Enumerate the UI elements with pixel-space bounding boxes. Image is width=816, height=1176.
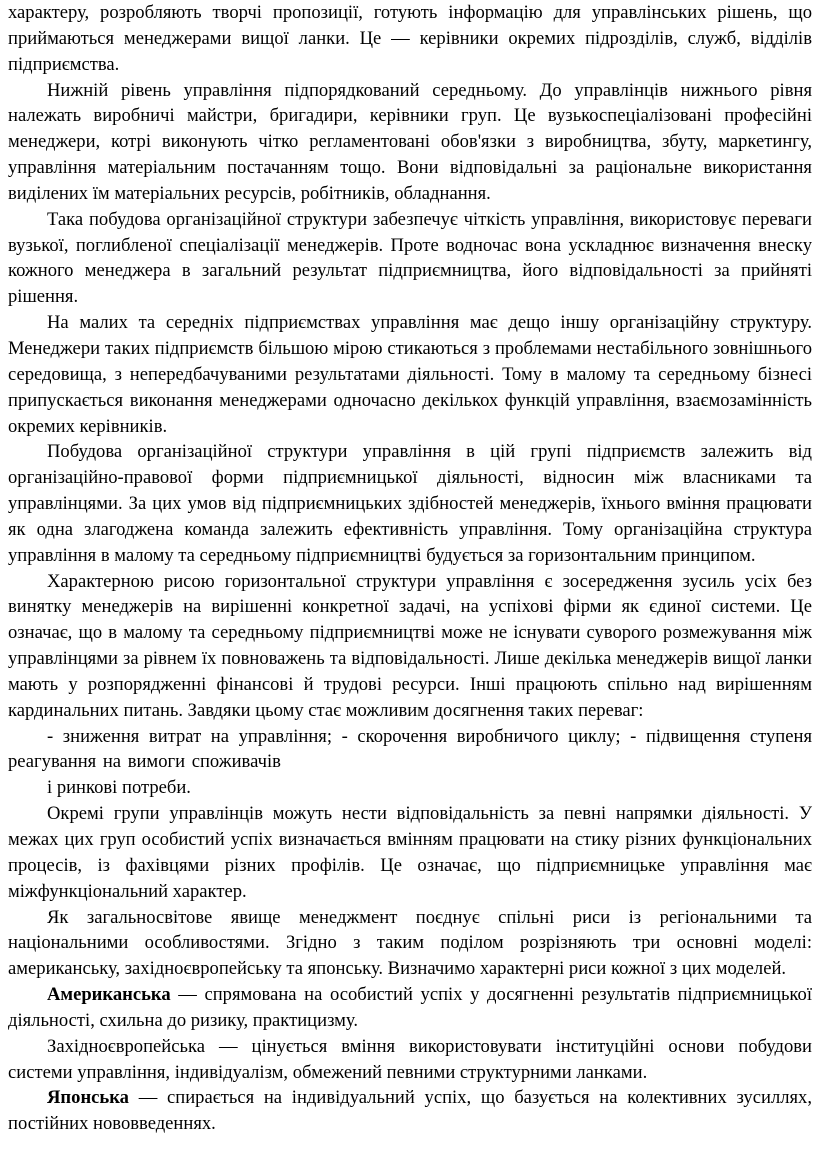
paragraph-horizontal-structure: Характерною рисою горизонтальної структури управління є зосередження зусиль усіх без винятку менеджерів на вирішенні конкретної задачі, на успіхові фірми як єдиної системи. Це означає, що в малому та середньому підприємництві може не існувати суворого розмежування між управлінцями за рівнем їх повноважень та відповідальності. Лише декілька менеджерів вищої ланки мають у розпорядженні фінансові й трудові ресурси. Інші працюють спільно над вирішенням кардинальних питань. Завдяки цьому стає можливим досягнення таких переваг: <box>8 570 812 721</box>
paragraph-small-business: На малих та середніх підприємствах управління має дещо іншу організаційну структуру. Менеджери таких підприємств більшою мірою стикаються з проблемами нестабільного зовнішнього середовища, з непередбачуваними результатами діяльності. Тому в малому та середньому бізнесі припускається виконання менеджерами одночасно декількох функцій управління, взаємозамінність окремих керівників. <box>8 312 812 437</box>
paragraph-lower-level: Нижній рівень управління підпорядкований середньому. До управлінців нижнього рівня належать виробничі майстри, бригадири, керівники груп. Це вузькоспеціалізовані професійні менеджери, котрі виконують чітко регламентовані обов'язки з виробництва, збуту, маркетингу, управління матеріальним постачанням тощо. Вони відповідальні за раціональне використання виділених їм матеріальних ресурсів, робітників, обладнання. <box>8 79 812 204</box>
paragraph-structure-dependence: Побудова організаційної структури управління в цій групі підприємств залежить від організаційно-правової форми підприємницької діяльності, відносин між власниками та управлінцями. За цих умов від підприємницьких здібностей менеджерів, їхнього вміння працювати як одна злагоджена команда залежить ефективність управління. Тому організаційна структура управління в малому та середньому підприємництві будується за горизонтальним принципом. <box>8 441 812 566</box>
paragraph-western-european-model: Західноєвропейська — цінується вміння використовувати інституційні основи побудови системи управління, індивідуалізм, обмежений певними структурними ланками. <box>8 1035 812 1083</box>
paragraph-continuation: характеру, розробляють творчі пропозиції, готують інформацію для управлінських рішень, що приймаються менеджерами вищої ланки. Це — керівники окремих підрозділів, служб, відділів підприємства. <box>8 2 812 75</box>
paragraph-structure-benefits: Така побудова організаційної структури забезпечує чіткість управління, використовує переваги вузької, поглибленої спеціалізації менеджерів. Проте водночас вона ускладнює визначення внеску кожного менеджера в загальний результат підприємництва, його відповідальності за прийняті рішення. <box>8 208 812 308</box>
american-model-term: Американська <box>47 984 171 1006</box>
paragraph-japanese-model <box>8 1085 812 1137</box>
paragraph-management-models: Як загальносвітове явище менеджмент поєднує спільні риси із регіональними та національними особливостями. Згідно з таким поділом розрізняють три основні моделі: американську, західноєвропейську та японську. Визначимо характерні риси кожної з цих моделей. <box>8 906 812 980</box>
paragraph-american-model <box>8 982 812 1034</box>
japanese-model-description: — спирається на індивідуальний успіх, що базується на колективних зусиллях, постійних нововведеннях. <box>8 1087 812 1135</box>
paragraph-advantages-tail: і ринкові потреби. <box>47 777 191 799</box>
american-model-description: — спрямована на особистий успіх у досягненні результатів підприємницької діяльності, схильна до ризику, практицизму. <box>8 984 812 1031</box>
japanese-model-term: Японська <box>47 1087 129 1109</box>
paragraph-manager-groups: Окремі групи управлінців можуть нести відповідальність за певні напрямки діяльності. У межах цих груп особистий успіх визначається вмінням працювати на стику різних функціональних процесів, із фахівцями різних профілів. Це означає, що підприємницьке управління має міжфункціональний характер. <box>8 803 812 902</box>
paragraph-advantages-list: - зниження витрат на управління; - скорочення виробничого циклу; - підвищення ступеня реагування на вимоги споживачів <box>8 725 812 773</box>
